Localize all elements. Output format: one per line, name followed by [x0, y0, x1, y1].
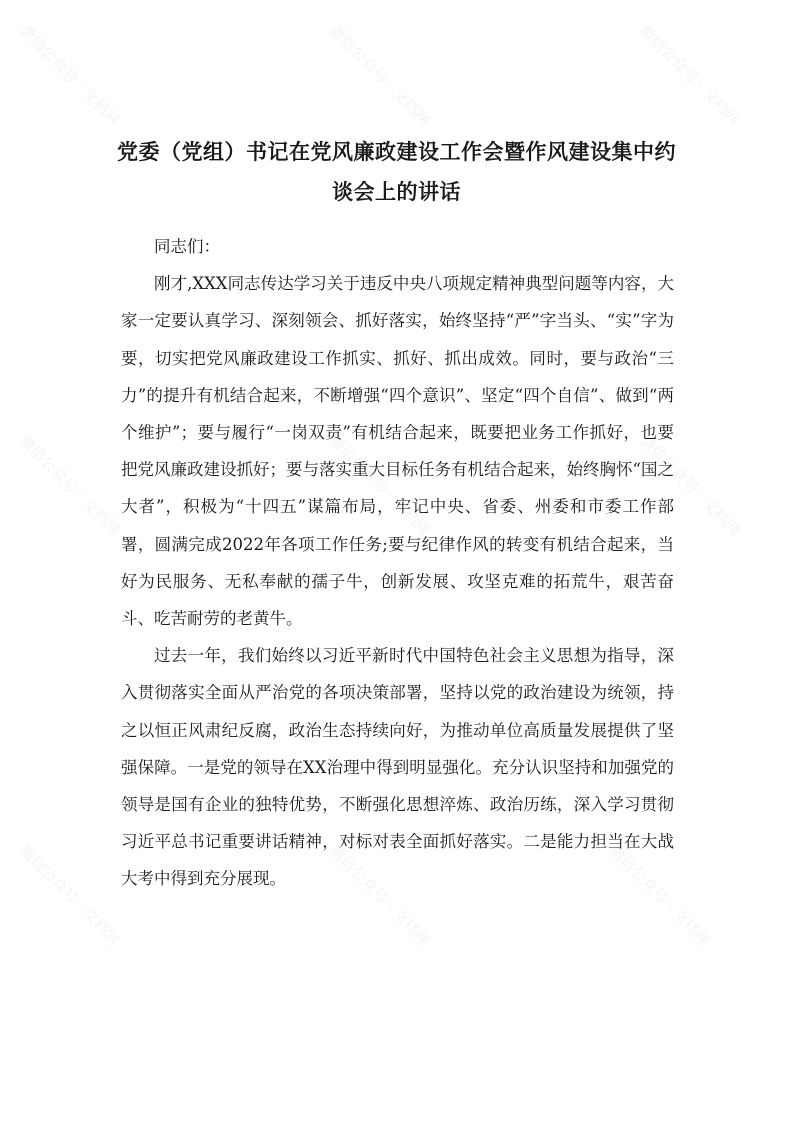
watermark: 微信公众号 · 文档网: [325, 841, 434, 950]
salutation: 同志们：: [154, 237, 220, 256]
watermark: 微信公众号 · 文档网: [15, 21, 124, 130]
watermark: 微信公众号 · 文档网: [325, 431, 434, 540]
paragraph-2: 过去一年，我们始终以习近平新时代中国特色社会主义思想为指导，深入贯彻落实全面从严治党的各项决策部署，坚持以党的政治建设为统领，持之以恒正风肃纪反腐，政治生态持续向好，为推动单位高质量发展提供了坚强保障。一是党的领导在XX治理中得到明显强化。充分认识坚持和加强党的领导是国有企业的独特优势，不断强化思想淬炼、政治历练，深入学习贯彻习近平总书记重要讲话精神，对标对表全面抓好落实。二是能力担当在大战大考中得到充分展现。: [121, 646, 674, 889]
watermark: 微信公众号 · 文档网: [15, 841, 124, 950]
watermark: 微信公众号 · 文档网: [635, 431, 744, 540]
document-body: [121, 228, 674, 898]
watermark: 微信公众号 · 文档网: [15, 431, 124, 540]
watermark: 微信公众号 · 文档网: [325, 21, 434, 130]
paragraph-1: 刚才,XXX同志传达学习关于违反中央八项规定精神典型问题等内容，大家一定要认真学习、深刻领会、抓好落实，始终坚持“严”字当头、“实”字为要，切实把党风廉政建设工作抓实、抓好、抓出成效。同时，要与政治“三力”的提升有机结合起来，不断增强“四个意识”、坚定“四个自信”、做到“两个维护”；要与履行“一岗双责”有机结合起来，既要把业务工作抓好，也要把党风廉政建设抓好；要与落实重大目标任务有机结合起来，始终胸怀“国之大者”，积极为“十四五”谋篇布局，牢记中央、省委、州委和市委工作部署，圆满完成2022年各项工作任务;要与纪律作风的转变有机结合起来，当好为民服务、无私奉献的孺子牛，创新发展、攻坚克难的拓荒牛，艰苦奋斗、吃苦耐劳的老黄牛。: [121, 274, 674, 629]
watermark: 微信公众号 · 文档网: [635, 21, 744, 130]
watermark: 微信公众号 · 文档网: [605, 841, 714, 950]
document-title-line-1: 党委（党组）书记在党风廉政建设工作会暨作风建设集中约: [117, 140, 676, 164]
document-title-line-2: 谈会上的讲话: [332, 180, 461, 204]
